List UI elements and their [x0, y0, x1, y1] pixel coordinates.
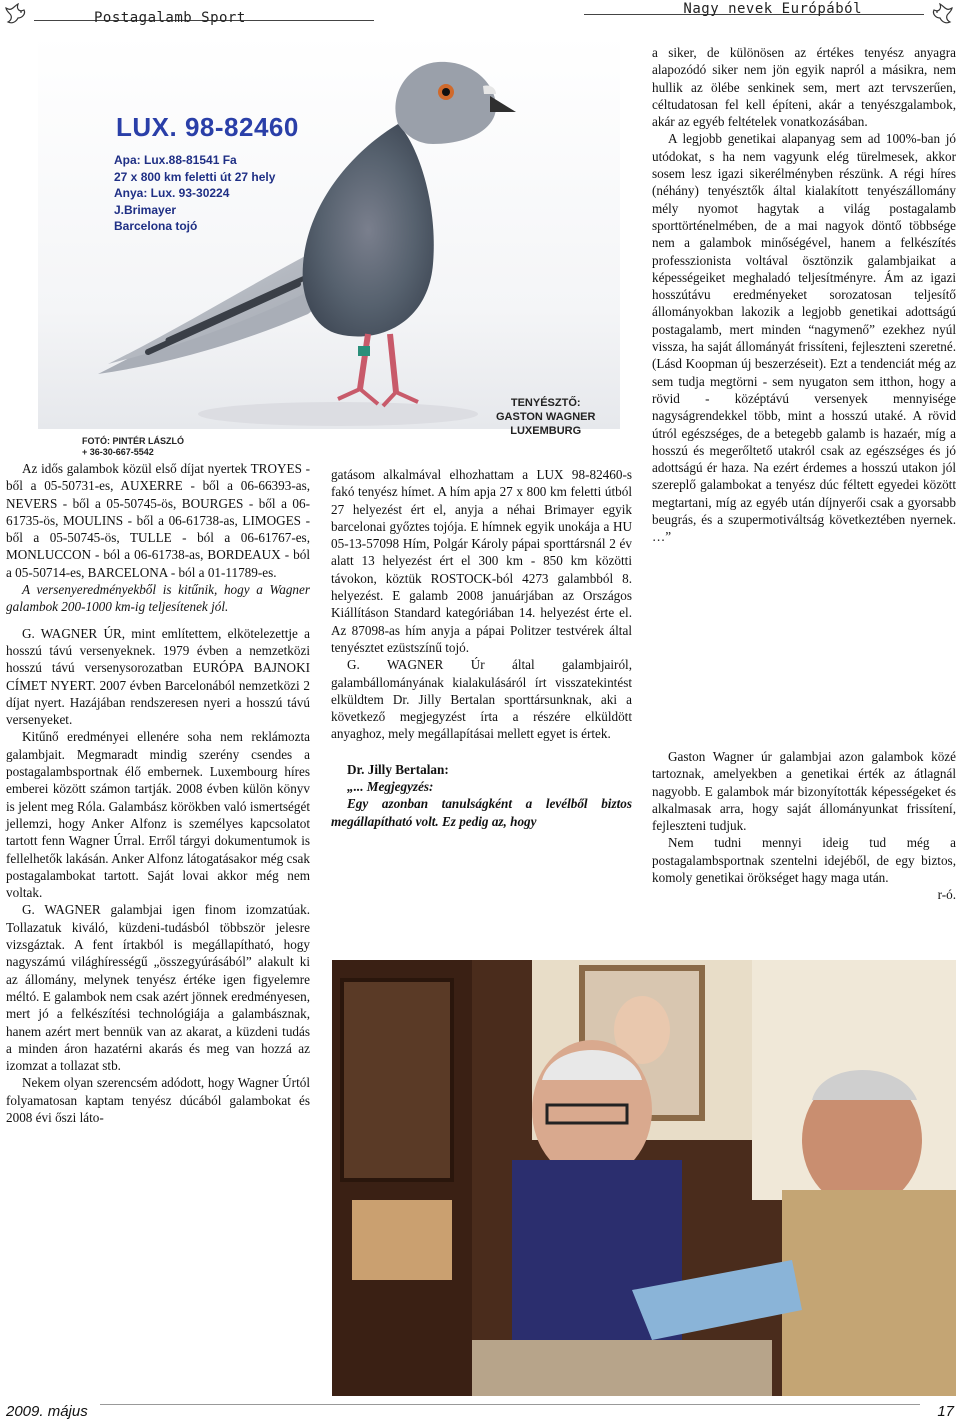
pedigree-line: Apa: Lux.88-81541 Fa — [114, 153, 237, 167]
paragraph: A legjobb genetikai alapanyag sem ad 100%-ban jó utódokat, s ha nem vagyunk elég türelmesek, akkor sosem lesz igazi sikerélményben részünk. A régi híres (néhány) tenyésztők által kialakított tenyészállomány mély nyomot hagytak a világ postagalamb sporttörténelmében, de a mai nagyok döntő többsége nem a galambok minőségével, hanem a felkészítés professzionista voltával ösztönzik galambjaikat a képességeiket meghaladó teljesítményre. Ám az igazi hosszútávu eredményeket sorozatosan teljesítő állományokban lakozik a legjobb genetikai adottságú postagalamb, mert minden “nagymenő” ezekhez nyúl vissza, ha saját állományát frissíteni, fejleszteni szeretné. (Lásd Koopman új beszerzéseit). Ezt a tendenciát még az sem tudja megtörni - sem nyugaton sem itthon, hogy a rövid - középtávú versenyek mennyisége nagyságrendekkel több, mint a hosszú utaké. A rövid útról egészséges, de a betegebb galamb is hazaér, míg a hosszú és megerőltető utakról csak az egészséges és jó adottságú ér haza. Na ezért érdemes a hosszú utakon jól szereplő galambokat a tenyész dúc féltett egyedei között megtartani, míg az egyéb után díjnyerői csak a gyorsabb beugrás, és a szupermotiváltság következtében nyernek. …” — [652, 131, 956, 545]
breeders-illustration — [332, 960, 956, 1396]
paragraph: Gaston Wagner úr galambjai azon galambok közé tartoznak, amelyekben a genetikai érték az átlagnál nagyobb. E galambok már bizonyították képességeket és alkalmasak arra, hogy saját állományunkat frissítení, fejleszteni tudjuk. — [652, 749, 956, 834]
paragraph: G. WAGNER galambjai igen finom izomzatúak. Tollazatuk kiváló, küzdeni-tudásból többször jelesre vizsgáztak. A fent írtakból is megállapítható, hogy nagyszámú világhírességű „összegyúrásából” alakult ki az állomány, melynek tenyész értéke igen figyelemre méltó. E galambok nem csak azért jönnek eredményesen, mert jó a felkészítési technológiája a galambásznak, hanem azért mert bennük van az akarat, a küzdeni tudás a minden áron hazatérni akarás és meg van hozzá az izomzat a tollazat stb. — [6, 902, 310, 1074]
pedigree-line: Barcelona tojó — [114, 219, 198, 233]
photo-credit-name: FOTÓ: PINTÉR LÁSZLÓ — [82, 436, 184, 446]
footer-rule — [100, 1404, 920, 1405]
paragraph: G. WAGNER ÚR, mint említettem, elkötelezettje a hosszú távú versenyeknek. 1979 évben a nemzetközi hosszú távú versenysorozatban EURÓPA BAJNOKI CÍMET NYERT. 2007 évben Barcelonából nemzetközi 2 díjat nyert. Hazájában rendszeresen nyeri a hosszú távú versenyeket. — [6, 625, 310, 728]
paragraph: a siker, de különösen az értékes tenyész anyagra alapozódó siker nem jön egyik napról a másikra, nem hullik az ölébe senkinek sem, mert azt tervszerűen, céltudatosan fel kell építeni, akár a tenyészgalambok, akár az egyéb feltételek vonatkozásában. — [652, 45, 956, 130]
photo-credit-phone: + 36-30-667-5542 — [82, 447, 154, 457]
breeder-heading: TENYÉSZTŐ: — [510, 397, 581, 409]
breeder-name: GASTON WAGNER — [496, 411, 596, 423]
page-footer — [0, 1402, 960, 1423]
pigeon-ring-number: LUX. 98-82460 — [116, 112, 299, 142]
breeder-country: LUXEMBURG — [510, 425, 582, 437]
pigeon-icon — [4, 2, 32, 26]
quote-text: Egy azonban tanulságként a levélből biztos megállapítható volt. Ez pedig az, hogy — [331, 796, 632, 829]
page-number: 17 — [937, 1403, 954, 1420]
paragraph: Kitűnő eredményei ellenére soha nem reklámozta galambjait. Megmaradt mindig szerény csendes a postagalambsportnak élő embernek. Luxembourg híres emberei között számon tartják. 2008 évben külön könyv is jelent meg Róla. Galambász körökben való ismertségét jellemzi, hogy Anker Alfonz is személyes kapcsolatot tartott fenn Wagner Úrral. Erről tárgyi dokumentumok is fellelhetők lakásán. Anker Alfonz látogatásakor még csak postagalambokat tartott. Saját lovai akkor még nem voltak. — [6, 729, 310, 901]
pigeon-photo — [38, 34, 620, 457]
issue-date: 2009. május — [6, 1403, 88, 1420]
pedigree-line: J.Brimayer — [114, 202, 177, 217]
paragraph: Nekem olyan szerencsém adódott, hogy Wagner Úrtól folyamatosan kaptam tenyész dúcából galambokat és 2008 évi őszi láto- — [6, 1075, 310, 1125]
section-title: Nagy nevek Európából — [683, 1, 862, 17]
article-column-3-conclusion — [652, 748, 956, 904]
paragraph: G. WAGNER Úr által galambjairól, galambállományának kialakulásáról írt visszatekintést elküldtem Dr. Jilly Bertalan sporttársunknak, aki a következő megjegyzést írta a részére elküldött anyaghoz, mely megállapításai mellett egyet is értek. — [331, 657, 632, 742]
author-signature: r-ó. — [937, 887, 956, 903]
photo-credit — [82, 436, 184, 458]
paragraph: Az idős galambok közül első díjat nyertek TROYES - ből a 05-50731-es, AUXERRE - ből a 06-66393-as, NEVERS - ből a 05-50745-ös, BOURGES - ből a 06-61735-ös, MOULINS - ből a 06-61738-as, LIMOGES - ből a 05-50745-ös, TULLE - ból a 06-61767-es, MONLUCCON - ból a 06-61738-as, BORDEAUX - ból a 05-50714-es, BARCELONA - ból a 01-11789-es. — [6, 461, 310, 580]
breeder-label — [496, 396, 595, 438]
quote-author: Dr. Jilly Bertalan: — [347, 761, 449, 777]
breeders-photo — [332, 960, 956, 1396]
article-column-1 — [6, 460, 310, 1126]
quote-heading: „... Megjegyzés: — [347, 779, 434, 795]
paragraph: gatásom alkalmával elhozhattam a LUX 98-82460-s fakó tenyész hímet. A hím apja 27 x 800 km feletti útból 27 helyezést ért el, anyja a néhai Brimayer egyik barcelonai győztes tojója. E hímnek egyik unokája a HU 05-13-57098 Hím, Polgár Károly pápai sporttársnál 2 év alatt 13 helyezést ért el 300 km - 850 km közötti távokon, köztük ROSTOCK-ból 4273 galambból 8. helyezést. E galamb 2008 januárjában az Országos Kiállításon Standard kategóriában 14. helyezést érte el. Az 87098-as hím anyja a pápai Politzer testvérek által tenyésztet ezüstszínű tojó. — [331, 467, 632, 655]
paragraph: A versenyeredményekből is kitűnik, hogy a Wagner galambok 200-1000 km-ig teljesítenek jól. — [6, 582, 310, 615]
article-column-2 — [331, 466, 632, 830]
magazine-title: Postagalamb Sport — [94, 10, 246, 26]
pedigree-line: Anya: Lux. 93-30224 — [114, 186, 230, 200]
pigeon-icon — [926, 2, 954, 26]
page-header — [0, 0, 960, 34]
pigeon-pedigree — [114, 152, 275, 235]
pedigree-line: 27 x 800 km feletti út 27 hely — [114, 169, 276, 184]
paragraph: Nem tudni mennyi ideig tud még a postagalambsportnak szentelni idejéből, de egy biztos, komoly genetikai örökséget hagy maga után. — [652, 835, 956, 886]
article-column-3-quote — [652, 44, 956, 546]
